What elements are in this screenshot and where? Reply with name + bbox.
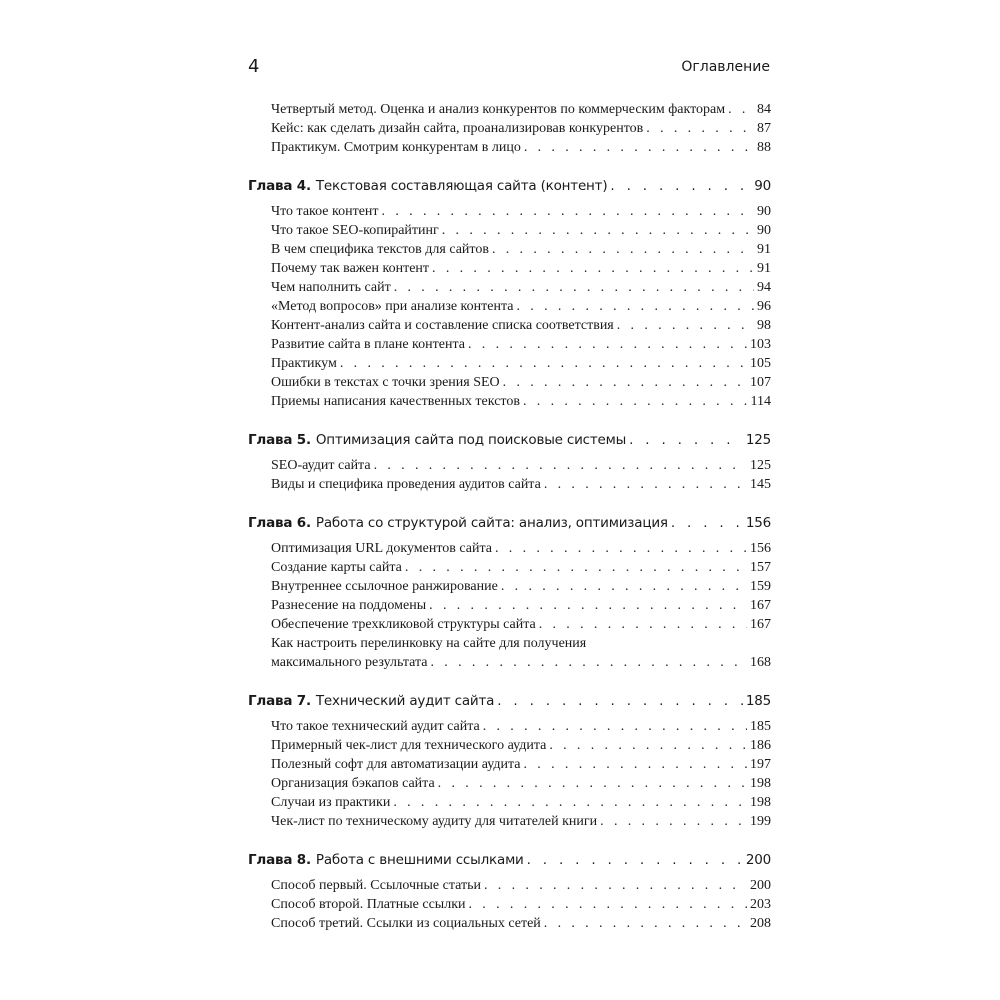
- leader-dots: [374, 456, 747, 475]
- toc-entry-title: В чем специфика текстов для сайтов: [271, 242, 489, 257]
- chapter-label: Глава 4.: [248, 178, 311, 194]
- toc-entry: [248, 736, 771, 755]
- toc-entry-title: Практикум: [271, 356, 337, 371]
- leader-dots: [495, 539, 747, 558]
- toc-entry: [248, 119, 771, 138]
- toc-entry-title: Способ второй. Платные ссылки: [271, 897, 466, 912]
- chapter-label: Глава 7.: [248, 693, 311, 709]
- toc-entry-page: 167: [750, 617, 771, 632]
- toc-entry-page: 145: [750, 477, 771, 492]
- toc-entry-title: Развитие сайта в плане контента: [271, 337, 465, 352]
- toc-entry: [248, 138, 771, 157]
- toc-entry: [248, 392, 771, 411]
- chapter-title: Работа со структурой сайта: анализ, оптимизация: [315, 515, 668, 531]
- toc-entry-page: 103: [750, 337, 771, 352]
- chapter-title: Технический аудит сайта: [315, 693, 495, 709]
- toc-entry-page: 200: [750, 878, 771, 893]
- leader-dots: [544, 475, 747, 494]
- leader-dots: [544, 914, 747, 933]
- toc-entry-title: SEO-аудит сайта: [271, 458, 371, 473]
- chapter-page: 200: [745, 852, 771, 868]
- toc-entry-title-continued: максимального результата: [271, 655, 428, 670]
- toc-chapter: [248, 851, 771, 870]
- toc-entry-title: Примерный чек-лист для технического аудита: [271, 738, 547, 753]
- toc-entry-page: 125: [750, 458, 771, 473]
- leader-dots: [629, 431, 743, 450]
- toc-chapter: [248, 431, 771, 450]
- leader-dots: [524, 138, 754, 157]
- leader-dots: [539, 615, 747, 634]
- toc-entry: [248, 316, 771, 335]
- toc-entry-page: 186: [750, 738, 771, 753]
- toc-entry: [248, 202, 771, 221]
- toc-entry: [248, 812, 771, 831]
- toc-entry: [248, 914, 771, 933]
- toc-entry-page: 94: [757, 280, 771, 295]
- toc-entry-title: Кейс: как сделать дизайн сайта, проанализировав конкурентов: [271, 121, 644, 136]
- toc-entry-page: 88: [757, 140, 771, 155]
- toc-entry-title: Создание карты сайта: [271, 560, 402, 575]
- toc-entry-title: Способ первый. Ссылочные статьи: [271, 878, 481, 893]
- toc-entry-page: 84: [757, 102, 771, 117]
- toc-entry-title: Четвертый метод. Оценка и анализ конкурентов по коммерческим факторам: [271, 102, 726, 117]
- toc-entry-title: «Метод вопросов» при анализе контента: [271, 299, 514, 314]
- chapter-title: Оптимизация сайта под поисковые системы: [315, 432, 627, 448]
- toc-entry-page: 156: [750, 541, 771, 556]
- toc-entry: [248, 100, 771, 119]
- toc-entry-page: 96: [757, 299, 771, 314]
- leader-dots: [549, 736, 747, 755]
- toc-entry: [248, 259, 771, 278]
- toc-entry-title: Разнесение на поддомены: [271, 598, 427, 613]
- leader-dots: [524, 755, 748, 774]
- toc-entry-page: 159: [750, 579, 771, 594]
- leader-dots: [492, 240, 754, 259]
- toc-entry-title: Чем наполнить сайт: [271, 280, 391, 295]
- leader-dots: [484, 876, 747, 895]
- toc-entry: [248, 278, 771, 297]
- chapter-page: 156: [745, 515, 771, 531]
- leader-dots: [394, 278, 754, 297]
- toc-entry-page: 203: [750, 897, 771, 912]
- leader-dots: [430, 653, 747, 672]
- leader-dots: [432, 259, 754, 278]
- leader-dots: [671, 514, 743, 533]
- toc-entry-title: Организация бэкапов сайта: [271, 776, 435, 791]
- toc-entry-title: Контент-анализ сайта и составление списка соответствия: [271, 318, 614, 333]
- toc-chapter: [248, 177, 771, 196]
- toc-entry: [248, 539, 771, 558]
- toc-entry-page: 98: [757, 318, 771, 333]
- toc-entry-title: Внутреннее ссылочное ранжирование: [271, 579, 498, 594]
- toc-entry-title: Что такое SEO-копирайтинг: [271, 223, 439, 238]
- toc-entry-title: Виды и специфика проведения аудитов сайта: [271, 477, 541, 492]
- toc-entry-page: 168: [750, 655, 771, 670]
- toc-entry-page: 197: [750, 757, 771, 772]
- toc-entry: [248, 475, 771, 494]
- toc-entry-title: Оптимизация URL документов сайта: [271, 541, 492, 556]
- chapter-page: 185: [745, 693, 771, 709]
- toc-entry-title: Что такое технический аудит сайта: [271, 719, 480, 734]
- leader-dots: [442, 221, 754, 240]
- toc-entry: [248, 895, 771, 914]
- toc-entry-page: 198: [750, 776, 771, 791]
- toc-entry-title: Случаи из практики: [271, 795, 391, 810]
- leader-dots: [503, 373, 747, 392]
- toc-entry: [248, 221, 771, 240]
- leader-dots: [646, 119, 754, 138]
- leader-dots: [516, 297, 754, 316]
- toc-entry-page: 90: [757, 204, 771, 219]
- leader-dots: [523, 392, 748, 411]
- toc-entry-page: 185: [750, 719, 771, 734]
- leader-dots: [429, 596, 747, 615]
- leader-dots: [340, 354, 747, 373]
- toc-entry-page: 87: [757, 121, 771, 136]
- running-header-title: Оглавление: [681, 59, 770, 75]
- toc-chapter: [248, 692, 771, 711]
- leader-dots: [438, 774, 747, 793]
- toc-entry-page: 157: [750, 560, 771, 575]
- toc-entry-page: 91: [757, 261, 771, 276]
- leader-dots: [405, 558, 747, 577]
- toc-entry: [248, 297, 771, 316]
- toc-entry-page: 107: [750, 375, 771, 390]
- toc-entry: [248, 456, 771, 475]
- toc-entry: [248, 354, 771, 373]
- toc-entry-page: 90: [757, 223, 771, 238]
- chapter-label: Глава 6.: [248, 515, 311, 531]
- toc-entry-page: 114: [750, 394, 771, 409]
- toc-entry: [248, 596, 771, 615]
- leader-dots: [497, 692, 743, 711]
- toc-entry: [248, 335, 771, 354]
- page-number: 4: [248, 56, 260, 77]
- leader-dots: [483, 717, 747, 736]
- toc-entry-title: Как настроить перелинковку на сайте для получения: [271, 636, 587, 651]
- leader-dots: [600, 812, 747, 831]
- toc-entry-title: Практикум. Смотрим конкурентам в лицо: [271, 140, 521, 155]
- toc-entry-title: Приемы написания качественных текстов: [271, 394, 520, 409]
- leader-dots: [393, 793, 747, 812]
- leader-dots: [610, 177, 751, 196]
- toc-entry: [248, 558, 771, 577]
- leader-dots: [469, 895, 748, 914]
- toc-entry: [248, 793, 771, 812]
- toc-entry: [248, 755, 771, 774]
- toc-entry: [248, 373, 771, 392]
- toc-entry-title: Чек-лист по техническому аудиту для читателей книги: [271, 814, 598, 829]
- toc-entry: [248, 634, 771, 672]
- toc-entry-page: 91: [757, 242, 771, 257]
- toc-entry-title: Способ третий. Ссылки из социальных сетей: [271, 916, 541, 931]
- toc-entry-page: 198: [750, 795, 771, 810]
- toc-entry: [248, 615, 771, 634]
- leader-dots: [468, 335, 747, 354]
- toc-entry: [248, 577, 771, 596]
- toc-entry-title: Ошибки в текстах с точки зрения SEO: [271, 375, 500, 390]
- toc-entry-page: 199: [750, 814, 771, 829]
- chapter-title: Текстовая составляющая сайта (контент): [315, 178, 608, 194]
- leader-dots: [501, 577, 747, 596]
- chapter-label: Глава 8.: [248, 852, 311, 868]
- leader-dots: [617, 316, 754, 335]
- leader-dots: [527, 851, 743, 870]
- table-of-contents: [248, 100, 771, 933]
- toc-entry-page: 105: [750, 356, 771, 371]
- toc-entry-page: 167: [750, 598, 771, 613]
- toc-chapter: [248, 514, 771, 533]
- chapter-page: 90: [754, 178, 771, 194]
- toc-entry: [248, 717, 771, 736]
- toc-entry-title: Что такое контент: [271, 204, 379, 219]
- toc-entry-title: Обеспечение трехкликовой структуры сайта: [271, 617, 536, 632]
- chapter-page: 125: [745, 432, 771, 448]
- leader-dots: [728, 100, 754, 119]
- toc-entry: [248, 876, 771, 895]
- toc-entry: [248, 240, 771, 259]
- toc-entry: [248, 774, 771, 793]
- toc-entry-title: Полезный софт для автоматизации аудита: [271, 757, 521, 772]
- toc-entry-page: 208: [750, 916, 771, 931]
- toc-entry-title: Почему так важен контент: [271, 261, 430, 276]
- chapter-title: Работа с внешними ссылками: [315, 852, 524, 868]
- leader-dots: [382, 202, 754, 221]
- chapter-label: Глава 5.: [248, 432, 311, 448]
